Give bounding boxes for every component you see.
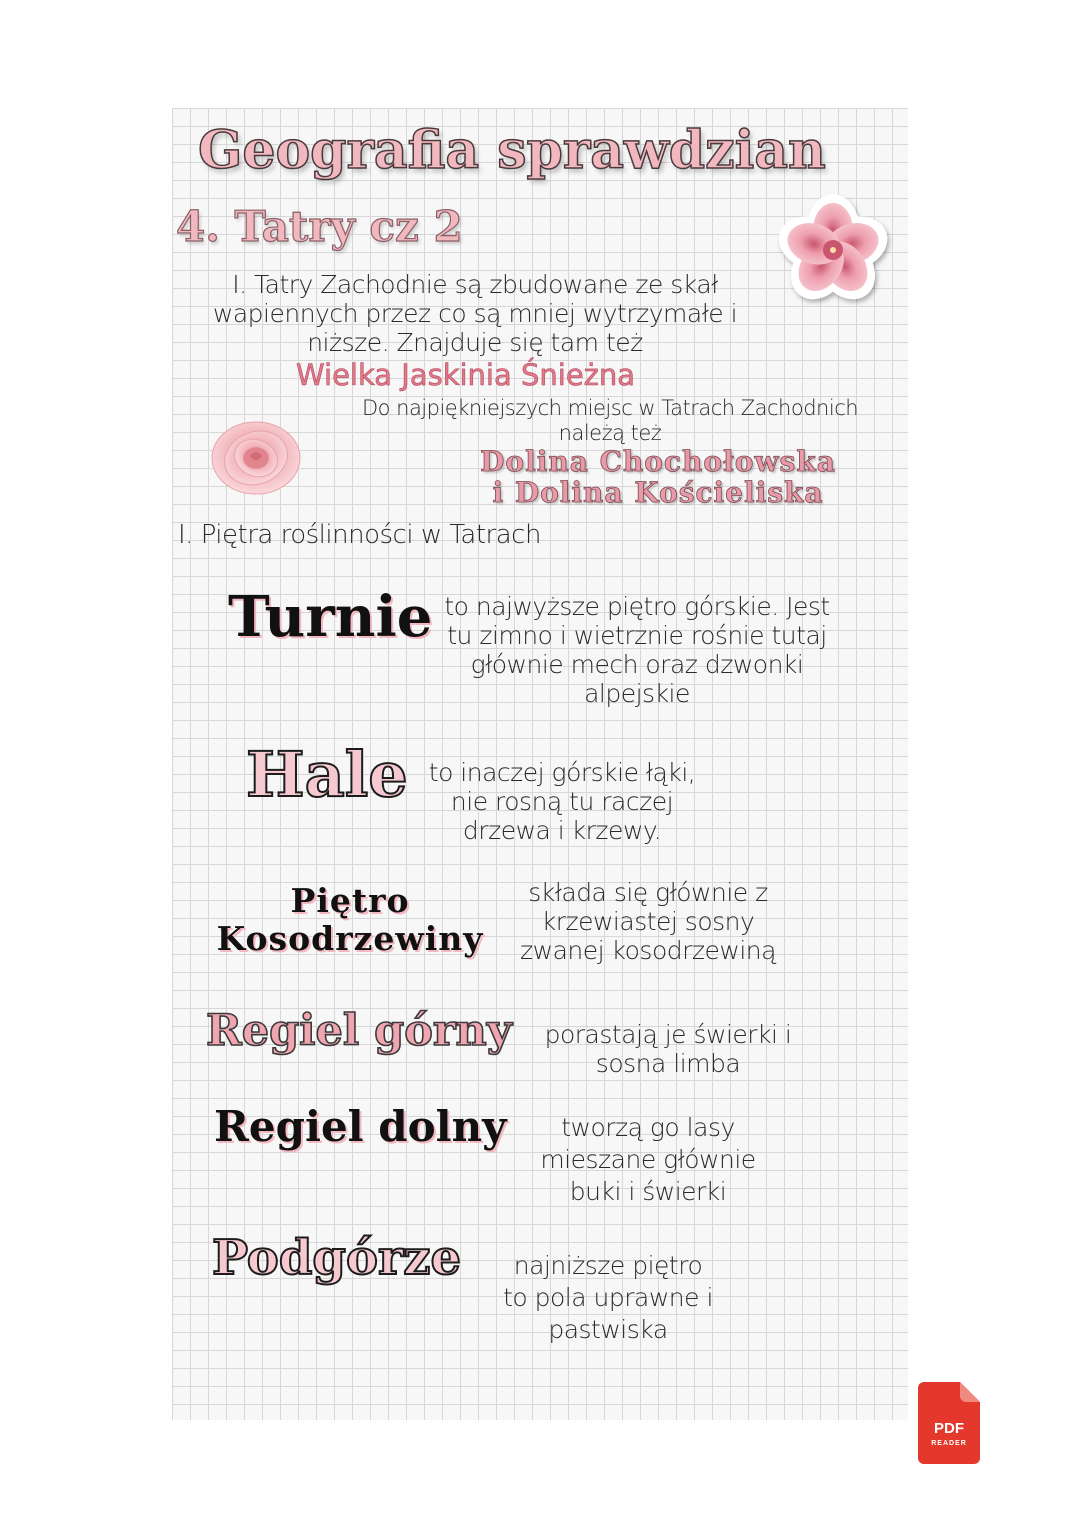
valley-line: i Dolina Kościeliska xyxy=(492,476,824,509)
intro-line: wapiennych przez co są mniej wytrzymałe i xyxy=(212,299,738,328)
description-line: zwanej kosodrzewiną xyxy=(520,936,776,965)
description-turnie xyxy=(432,592,842,708)
valley-line: Dolina Chochołowska xyxy=(480,445,836,478)
term-pietro-kosodrzewiny xyxy=(204,882,496,958)
page-title: Geografia sprawdzian xyxy=(198,120,826,181)
description-regiel-gorny xyxy=(528,1020,808,1078)
description-regiel-dolny xyxy=(518,1112,778,1208)
description-line: buki i świerki xyxy=(569,1177,727,1206)
description-line: krzewiastej sosny xyxy=(541,907,755,936)
cave-name: Wielka Jaskinia Śnieżna xyxy=(296,358,636,392)
term-hale: Hale xyxy=(246,738,408,811)
valleys-names xyxy=(456,446,860,508)
places-line: Do najpiękniejszych miejsc w Tatrach Zachodnich xyxy=(361,396,859,420)
term-regiel-gorny: Regiel górny xyxy=(206,1006,512,1056)
lesson-subtitle: 4. Tatry cz 2 xyxy=(176,202,463,251)
section-heading: I. Piętra roślinności w Tatrach xyxy=(178,520,541,550)
pdf-reader-badge[interactable] xyxy=(918,1382,980,1464)
description-podgorze xyxy=(478,1250,738,1346)
pdf-badge-sublabel: READER xyxy=(931,1440,967,1447)
pink-flower-sticker-icon xyxy=(772,194,894,306)
description-line: mieszane głównie xyxy=(540,1145,756,1174)
description-line: składa się głównie z xyxy=(528,878,768,907)
pink-rose-icon xyxy=(206,410,306,506)
description-line: nie rosną tu raczej xyxy=(450,787,674,816)
description-line: tworzą go lasy xyxy=(561,1113,735,1142)
description-line: porastają je świerki i xyxy=(544,1020,792,1049)
term-turnie: Turnie xyxy=(228,584,433,650)
term-regiel-dolny: Regiel dolny xyxy=(214,1102,507,1151)
description-line: to najwyższe piętro górskie. Jest xyxy=(444,592,830,621)
description-line: alpejskie xyxy=(584,679,690,708)
term-line: Piętro xyxy=(290,881,410,920)
description-line: głównie mech oraz dzwonki xyxy=(470,650,804,679)
places-line: należą też xyxy=(558,421,662,445)
description-line: sosna limba xyxy=(595,1049,741,1078)
intro-line: niższe. Znajduje się tam też xyxy=(307,328,643,357)
intro-line: I. Tatry Zachodnie są zbudowane ze skał xyxy=(232,270,718,299)
description-line: to pola uprawne i xyxy=(503,1283,713,1312)
description-line: tu zimno i wietrznie rośnie tutaj xyxy=(447,621,827,650)
description-line: to inaczej górskie łąki, xyxy=(428,758,696,787)
pdf-badge-label: PDF xyxy=(934,1420,964,1437)
term-line: Kosodrzewiny xyxy=(216,919,484,958)
description-kosodrzewina xyxy=(502,878,794,965)
description-line: drzewa i krzewy. xyxy=(462,816,662,845)
description-line: najniższe piętro xyxy=(513,1251,703,1280)
places-paragraph xyxy=(340,396,880,446)
description-line: pastwiska xyxy=(548,1315,668,1344)
intro-paragraph xyxy=(190,270,760,357)
term-podgorze: Podgórze xyxy=(212,1230,462,1286)
description-hale xyxy=(412,758,712,845)
